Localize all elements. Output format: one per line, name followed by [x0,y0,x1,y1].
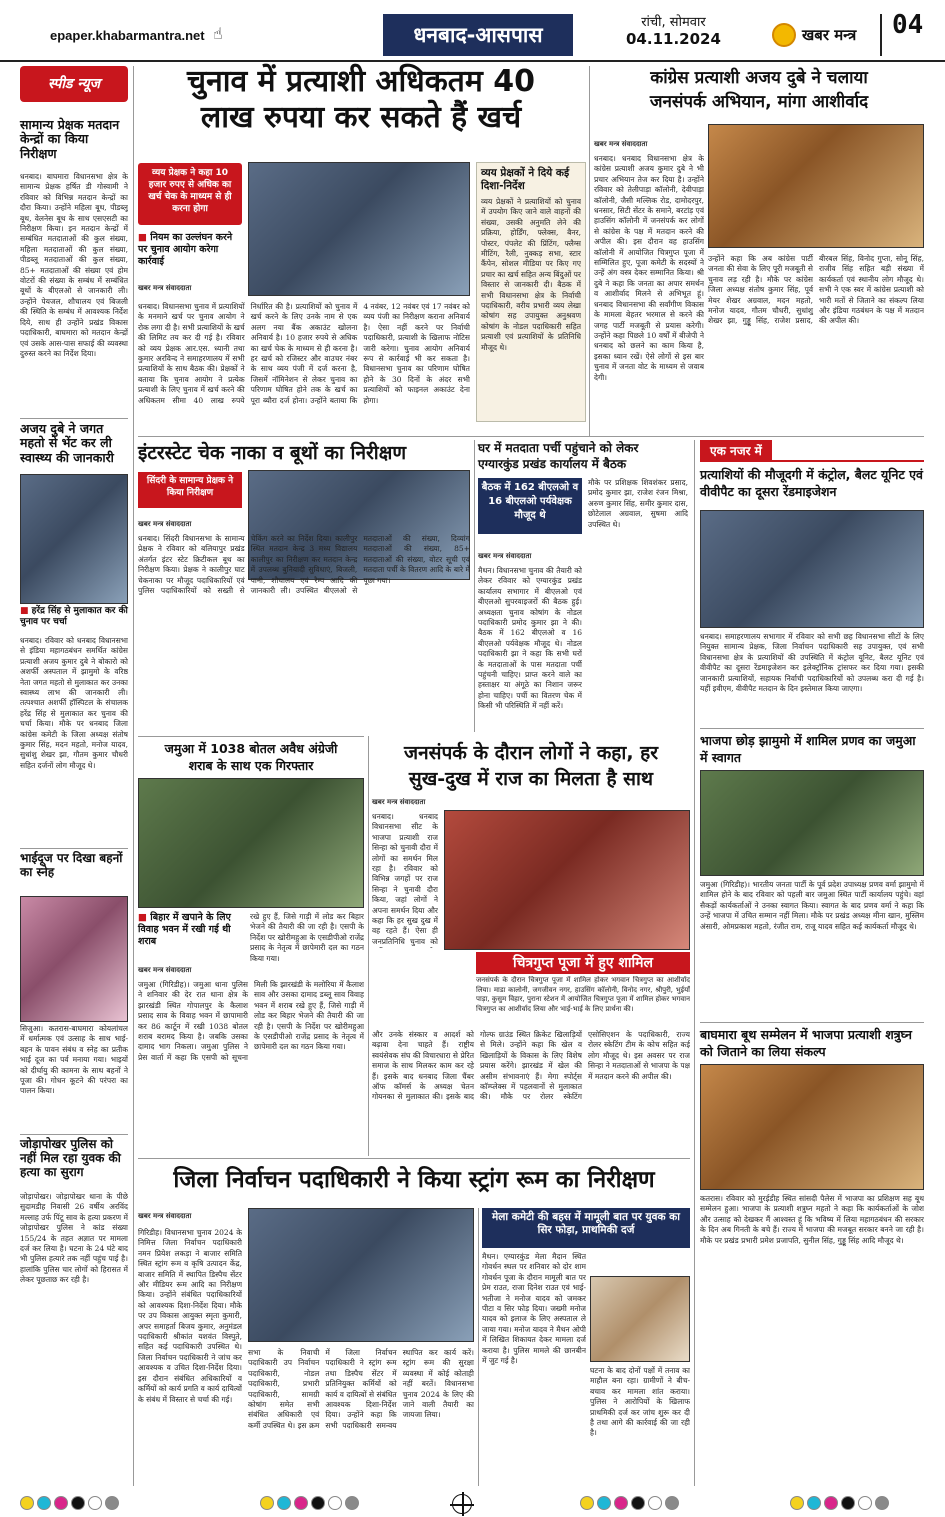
janasampark-headline-line1: जनसंपर्क के दौरान लोगों ने कहा, हर [403,742,659,764]
pointer-icon: ☝ [213,24,223,43]
nazar-item3-headline: बाघमारा बूथ सम्मेलन में भाजपा प्रत्याशी शत्रुघ्न को जिताने का लिया संकल्प [700,1027,912,1059]
speed-news-label [20,66,128,102]
registration-mark-icon [452,1494,472,1514]
color-dots-mid-left [260,1496,362,1510]
brand-logo-icon [772,23,796,47]
dateline-date: 04.11.2024 [626,30,721,48]
ghar-headline-line2: एग्यारकुंड प्रखंड कार्यालय में बैठक [478,457,627,471]
speed-news-3-headline: भाईदूज पर दिखा बहनों का स्नेह [20,851,123,879]
color-dot [88,1496,102,1510]
ghar-headline-line1: घर में मतदाता पर्ची पहुंचाने को लेकर [478,441,639,455]
color-dot [345,1496,359,1510]
liquor-body: जमुआ (गिरिडीह)। जमुआ थाना पुलिस ने शनिवार की देर रात थाना क्षेत्र के झारखंडी स्थित गोपालपुर के कैलाश प्रसाद साव के विवाह भवन में छापामारी कर 86 कार्टून में रखी 1038 बोतल शराब बरामद किया है। जबकि उसका दामाद भाग निकला। जमुआ पुलिस ने प्रेस वार्ता में कहा कि एसपी को सूचना मिली कि झारखंडी के मलोरिया में कैलाश साव और उसका दामाद डब्लू साव विवाह भवन में शराब रखे हुए हैं, जिसे गाड़ी में लोड कर बिहार भेजने की तैयारी की जा रही है। एसपी के निर्देश पर खोरीमहुआ के एसडीपीओ राजेंद्र प्रसाद के नेतृत्व में छापेमारी दल का गठन किया गया। [138,980,364,1062]
liquor-headline-line1: जमुआ में 1038 बोतल अवैध अंग्रेजी [164,741,338,756]
ghar-attendees: मौके पर प्रशिक्षक शिवशंकर प्रसाद, प्रमोद कुमार झा, राजेश रंजन मिश्रा, अरुण कुमार सिंह, समीर कुमार दास, छोटेलाल अग्रवाल, सुषमा आदि उपस्थित थे। [588,478,688,529]
speed-news-4-body: जोड़ापोखर। जोड़ापोखर थाना के पीछे सुदामडीह निवासी 26 वर्षीय अरविंद मल्लाह उर्फ पिंटू साव के हत्या प्रकरण में जोड़ापोखर पुलिस ने कांड संख्या 155/24 के तहत अज्ञात पर मामला दर्ज कर लिया है। घटना के 24 घंटे बाद भी पुलिस हत्यारे तक नहीं पहुंच पाई है। हालांकि पुलिस चार लोगों को हिरासत में लेकर पूछताछ कर रही है। [20,1192,128,1285]
speed-news-1-body: धनबाद। बाघमारा विधानसभा क्षेत्र के सामान्य प्रेक्षक हर्षित डी गोस्वामी ने रविवार को विभिन्न मतदान केन्द्रों का दौरा किया। उन्होंने महिला बूथ, पीडब्लू बूथ, वेलनेस बूथ के साथ एसएसटी का निरीक्षण किया। इन मतदान केन्द्रों में सम्बंधित मतदाताओं की कुल संख्या, महिला मतदाताओं की कुल संख्या, पीडब्लू मतदाताओं की कुल संख्या, 85+ मतदाताओं की संख्या एवं होम वोटरों की संख्या के सम्बंध में सम्बंधित बूथों के बीएलओ से जानकारी ली। उन्होंने पेयजल, शौचालय एवं बिजली की स्थिति के सम्बंध में आवश्यक निर्देश दिये, साथ ही उन्होंने प्रखंड विकास पदाधिकारी, बाघमारा को मतदान केन्द्रों एवं उसके आस-पास सफाई की व्यवस्था दुरुस्त करने का निर्देश दिया। [20,172,128,358]
site-url[interactable]: epaper.khabarmantra.net [50,28,205,43]
color-dots-mid-right [580,1496,682,1510]
masthead [0,0,945,62]
column-rule [589,66,590,436]
color-dot [277,1496,291,1510]
speed-news-2-body: धनबाद। रविवार को धनबाद विधानसभा से इंडिया महागठबंधन समर्थित कांग्रेस प्रत्याशी अजय कुमार दुबे ने बोकारो को अशर्फी अस्पताल में झामुमो के वरिष्ठ नेता जगत महतो से मुलाकात कर उनका स्वास्थ्य लाभ की जानकारी ली। तत्पश्चात अशर्फी हॉस्पिटल के संचालक हरेंद्र सिंह से मुलाकात कर चुनाव की चर्चा किया। मौके पर धनबाद जिला कांग्रेस कमेटी के जिला अध्यक्ष संतोष कुमार सिंह, मदन महतो, मनोज यादव, सुधांशु शेखर झा, गौतम कुमार चौधरी सहित दर्जनों लोग मौजूद थे। [20,636,128,770]
color-dot [260,1496,274,1510]
nazar-item1-headline: प्रत्याशियों की मौजूदगी में कंट्रोल, बैलट यूनिट एवं वीवीपैट का दूसरा रेंडमाइजेशन [700,467,923,499]
lead-headline-line2: लाख रुपया कर सकते हैं खर्च [200,100,522,135]
nazar-item2-headline: भाजपा छोड़ झामुमो में शामिल प्रणव का जमुआ में स्वागत [700,733,916,765]
color-dot [37,1496,51,1510]
color-dot [875,1496,889,1510]
nazar-item1-photo [700,510,924,628]
brand [772,14,882,56]
color-dot [631,1496,645,1510]
divider [138,1158,690,1159]
mela-headline: मेला कमेटी की बहस में मामूली बात पर युवक का सिर फोड़ा, प्राथमिकी दर्ज [482,1208,690,1248]
color-dot [311,1496,325,1510]
congress-headline-line2: जनसंपर्क अभियान, मांगा आशीर्वाद [649,92,869,112]
section-title: धनबाद-आसपास [383,14,573,56]
dm-headline: जिला निर्वाचन पदाधिकारी ने किया स्ट्रांग रूम का निरीक्षण [173,1167,655,1193]
nazar-item2-photo [700,770,924,876]
mela-body-cont: घटना के बाद दोनों पक्षों में तनाव का माहौल बना रहा। ग्रामीणों ने बीच-बचाव कर मामला शांत कराया। पुलिस ने आरोपियों के खिलाफ प्राथमिकी दर्ज कर जांच शुरू कर दी है तथा आगे की कार्रवाई की जा रही है। [590,1366,690,1438]
lead-sidebar-title: व्यय प्रेक्षकों ने दिये कई दिशा-निर्देश [481,167,570,192]
divider [20,418,128,419]
liquor-body-cont: रखे हुए हैं, जिसे गाड़ी में लोड कर बिहार भेजने की तैयारी की जा रही है। एसपी के निर्देश पर खोरीमहुआ के एसडीपीओ राजेंद्र प्रसाद के नेतृत्व में छापेमारी दल का गठन किया गया। [250,912,364,963]
nazar-item3-photo [700,1064,924,1190]
congress-headline [594,66,924,114]
chitragupt-caption-title: चित्रगुप्त पूजा में हुए शामिल [512,955,654,971]
divider [20,1134,128,1135]
column-rule [133,66,134,1486]
lead-bullet [138,232,242,268]
speed-news-3-body: सिजुआ। कतरास-बाघमारा कोयलांचल में धर्मात्मक एवं उत्साह के साथ भाई-बहन के पावन संबंध व स्नेह का प्रतीक भाई दूज का पर्व मनाया गया। भाइयों को दीर्घायु की कामना के साथ बहनों ने पूजा की। गोधन कूटने की परंपरा का पालन किया। [20,1024,128,1096]
page-number: 04 [892,10,924,40]
mela-body: मैथन। एग्यारकुंड मेला मैदान स्थित गोवर्धन स्थल पर शनिवार को दोर शाम गोवर्धन पूजा के दौरान मामूली बात पर प्रेम राउत, राजा दिनेश राउत एवं भाई-भतीजा ने मनोज यादव को जमकर पीटा व सिर फोड़ दिया। जख्मी मनोज यादव को इलाज के लिए अस्पताल ले जाया गया। मनोज यादव ने मैथन ओपी में लिखित शिकायत देकर मामला दर्ज कराया है। पुलिस मामले की छानबीन में जुट गई है। [482,1252,586,1366]
janasampark-body: धनबाद। धनबाद विधानसभा सीट के भाजपा प्रत्याशी राज सिन्हा को चुनावी दौरा में लोगों का समर्थन मिल रहा है। रविवार को विभिन्न जगहों पर राज सिन्हा ने चुनावी दौरा किया, जहां लोगों ने अपना समर्थन दिया और कहा कि हर सुख दुख में वह रहते हैं। ऐसा ही जनप्रतिनिधि चुनाव को [372,812,438,946]
lead-bullet-text: नियम का उल्लंघन करने पर चुनाव आयोग करेगा कार्रवाई [138,232,233,267]
nazar-label: एक नजर में [700,440,772,462]
liquor-bullet [138,912,246,948]
liquor-byline: खबर मन्त्र संवाददाता [138,966,192,974]
nazar-item1-body: धनबाद। समाहरणालय सभागार में रविवार को सभी छह विधानसभा सीटों के लिए नियुक्त सामान्य प्रेक्षक, जिला निर्वाचन पदाधिकारी सह उपायुक्त, एवं सभी विधानसभा क्षेत्र के प्रत्याशियों की उपस्थिति में कंट्रोल यूनिट, बैलट यूनिट एवं वीवीपैट का दूसरा रेंडमाइजेशन कर इलेक्ट्रॉनिक ट्रांसफर कर दिया गया। इसकी जानकारी प्रत्याशियों, सहायक निर्वाची पदाधिकारियों को उपलब्ध करा दी गई है। यहीं इवीएम, वीवीपैट मतदान के दिन इस्तेमाल किया जाएगा। [700,632,924,694]
interstate-headline: इंटरस्टेट चेक नाका व बूथों का निरीक्षण [138,442,407,464]
janasampark-body-cont: और उनके संस्कार व आदर्श को बढ़ावा देना चाहते हैं। राष्ट्रीय स्वयंसेवक संघ की विचारधारा से प्रेरित समाज के साथ मिलकर काम कर रहे हैं। इसके बाद धनबाद जिला चैंबर ऑफ कॉमर्स के अध्यक्ष चेतन गोयनका से मुलाकात की। इसके बाद गोल्फ ग्राउंड स्थित क्रिकेट खिलाड़ियों से मिले। उन्होंने कहा कि खेल व खिलाड़ियों के विकास के लिए विशेष प्रयास करेंगे। झारखंड में खेल की असीम संभावनाएं हैं। मेगा स्पोर्ट्स कॉम्प्लेक्स में पहलवानों से मुलाकात की। मौके पर रोलर स्केटिंग एसोसिएशन के पदाधिकारी, राज्य रोलर स्केटिंग टीम के कोच सहित कई लोग मौजूद थे। इस अवसर पर राज सिन्हा ने मतदाताओं से भाजपा के पक्ष में मतदान करने की अपील की। [372,1030,690,1102]
ghar-box: बैठक में 162 बीएलओ व 16 बीएलओ पर्यवेक्षक मौजूद थे [478,478,582,534]
divider [700,728,924,729]
color-dot [580,1496,594,1510]
lead-headline [138,64,584,136]
lead-sidebar-text: व्यय प्रेक्षकों ने प्रत्याशियों को चुनाव में उपयोग किए जाने वाले वाहनों की संख्या, उसकी अनुमति लेने की प्रक्रिया, होर्डिंग, फ्लेक्स, बैनर, पोस्टर, पंपलेट की प्रिंटिंग, फ्लैग्स मीटिंग, रैली, नुक्कड़ सभा, स्टार कैंपेन, सोशल मीडिया पर किए गए प्रचार का खर्च सहित अन्य बिंदुओं पर विस्तार से जानकारी दी। बैठक में सभी विधानसभा क्षेत्र के निर्वाची पदाधिकारी, वरीय प्रभारी व्यय लेखा कोषांग सह उपायुक्त अनुश्रवण कोषांग के नोडल पदाधिकारी सहित प्रत्याशी एवं प्रत्याशियों के प्रतिनिधि मौजूद थे। [481,197,581,352]
lead-byline: खबर मन्त्र संवाददाता [138,284,192,292]
color-dot [328,1496,342,1510]
color-dot [807,1496,821,1510]
color-dot [665,1496,679,1510]
color-dot [648,1496,662,1510]
liquor-photo [138,778,364,908]
congress-body: धनबाद। धनबाद विधानसभा क्षेत्र के कांग्रेस प्रत्याशी अजय कुमार दुबे ने भी प्रचार अभियान तेज कर दिया है। उन्होंने रविवार को तेलीपाड़ा कॉलोनी, देवीपाड़ा कॉलोनी, जैसी मल्लिक रोड, दामोदरपुर, धनसार, सिटी सेंटर के समाने, बरटांड़ एवं हाउसिंग कॉलोनी में जनसंपर्क कर लोगों से कांग्रेस के पक्ष में मतदान करने की अपील की। इस दौरान वह हाउसिंग कॉलोनी में आयोजित चित्रगुप्त पूजा में सम्मिलित हुए, पूजा कमेटी के सदस्यों ने उन्हें अंग वस्त्र देकर सम्मानित किया। श्री दुबे ने कहा कि जनता का अपार समर्थन व आशीर्वाद मिलने से अभिभूत हूं। धनबाद विधानसभा की सर्वांगीण विकास के मामला बेहतर भरमाल से करने की जगह पार्टी मजबूती से प्रयास करेगी। उन्होंने कहा पिछले 10 वर्षों में बीजेपी ने धनबाद को छलने का काम किया है, इसका ध्यान रखें। ऐसे लोगों से इस बार चुनाव में जनता वोट के माध्यम से जवाब देगी। [594,154,704,382]
lead-red-box: व्यय प्रेक्षक ने कहा 10 हजार रुपए से अधिक का खर्च चेक के माध्यम से ही करना होगा [138,163,242,225]
lead-headline-line1: चुनाव में प्रत्याशी अधिकतम 40 [187,64,535,99]
chitragupt-caption-box [476,952,690,974]
interstate-red-box: सिंदरी के सामान्य प्रेक्षक ने किया निरीक्षण [138,472,242,508]
nazar-item2-body: जमुआ (गिरिडीह)। भारतीय जनता पार्टी के पूर्व प्रदेश उपाध्यक्ष प्रणव वर्मा झामुमो में शामिल होने के बाद रविवार को पहली बार जमुआ स्थित पार्टी कार्यालय पहुंचे। वहां सैकड़ों कार्यकर्ताओं ने उनका स्वागत किया। स्वागत के बाद प्रणव वर्मा ने कहा कि उन्हें भाजपा में उचित सम्मान नहीं मिला। मौके पर प्रखंड अध्यक्ष मीना खान, मुस्लिम अंसारी, ओमप्रकाश महतो, रंजीत राम, राजू यादव सहित कई कार्यकर्ता मौजूद थे। [700,880,924,931]
janasampark-headline [372,740,690,792]
color-dots-right [790,1496,892,1510]
liquor-headline-line2: शराब के साथ एक गिरफ्तार [188,758,314,773]
ghar-headline [478,440,686,472]
divider [700,1022,924,1023]
chitragupt-photo [444,810,690,950]
chitragupt-caption-text: जनसंपर्क के दौरान चित्रगुप्त पूजा में शामिल होकर भगवान चित्रगुप्त का आशीर्वाद लिया। माडा कालोनी, जगजीवन नगर, हाउसिंग कॉलोनी, विनोद नगर, श्रीपुरी, भुईयाँ पाड़ा, कुसुम विहार, पुराना स्टेशन में आयोजित चित्रगुप्त पूजा में शामिल होकर भगवान चित्रगुप्त का आशीर्वाद लिया और भाई-भाई के लिए प्रार्थना की। [476,976,690,1013]
speed-news-2-headline: अजय दुबे ने जगत महतो से भेंट कर ली स्वास्थ्य की जानकारी [20,421,114,465]
interstate-body: धनबाद। सिंदरी विधानसभा के सामान्य प्रेक्षक ने रविवार को बलियापुर प्रखंड अंतर्गत इंटर स्टेट क्रिटीकल बूथ का निरीक्षण किया। प्रेक्षक ने कालीपुर घाट चेकनाका पर मौजूद पदाधिकारियों एवं पुलिस पदाधिकारियों को सख्ती से चेकिंग करने का निर्देश दिया। कालीपुर स्थित मतदान केन्द्र 3 मध्य विद्यालय कालीपुर का निरीक्षण कर मतदान केन्द्र में उपलब्ध बुनियादी सुविधाएं, बिजली, पानी, शौचालय एवं रैम्प आदि की जानकारी ली। उपस्थित बीएलओ से मतदाताओं की संख्या, दिव्यांग मतदाताओं की संख्या, 85+ मतदाताओं की संख्या, वोटर सूची एवं मतदाता पर्ची के वितरण आदि के बारे में पूछा गया। [138,534,470,596]
liquor-bullet-text: बिहार में खपाने के लिए विवाह भवन में रखी गई थी शराब [138,912,231,947]
color-dot [597,1496,611,1510]
dm-body-cont: सभा के निवाची पदाधिकारी उप निर्वाचन पदाधिकारी, नोडल पदाधिकारी, प्रभारी पदाधिकारी, सामग्री कोषांग समेत सभी संबंधित अधिकारी एवं कर्मी उपस्थित थे। इस क्रम में जिला निर्वाचन पदाधिकारी ने स्ट्रांग रूम तथा डिस्पैच सेंटर में प्रतिनियुक्त कर्मियों को कार्य व दायित्वों से संबंधित आवश्यक दिशा-निर्देश दिया। उन्होंने कहा कि सभी पदाधिकारी समन्वय स्थापित कर कार्य करें। स्ट्रांग रूम की सुरक्षा व्यवस्था में कोई कोताही नहीं बरतें। विधानसभा चुनाव 2024 के लिए की जाने वाली तैयारी का जायजा लिया। [248,1348,474,1430]
column-rule [694,440,695,1486]
bhai-dooj-photo [20,896,128,1022]
congress-headline-line1: कांग्रेस प्रत्याशी अजय दुबे ने चलाया [650,68,868,88]
hospital-photo [20,474,128,604]
janasampark-headline-line2: सुख-दुख में राज का मिलता है साथ [408,768,654,790]
interstate-byline: खबर मन्त्र संवाददाता [138,520,192,528]
ghar-byline: खबर मन्त्र संवाददाता [478,552,532,560]
speed-news-text: स्पीड न्यूज [47,76,101,92]
color-dot [841,1496,855,1510]
lead-body: धनबाद। विधानसभा चुनाव में प्रत्याशियों के मनमाने खर्च पर चुनाव आयोग ने रोक लगा दी है। सभी प्रत्याशियों के खर्च की लिमिट तय कर दी गई है। रविवार को व्यय प्रेक्षक आर.एस. ध्यानी तथा कुमार अरविन्द ने समाहरणालय में सभी प्रत्याशियों के साथ बैठक की। प्रेक्षकों ने बताया कि चुनाव आयोग ने प्रत्येक प्रत्याशी के लिए चुनाव में खर्च करने की अधिकतम सीमा 40 लाख रुपये निर्धारित की है। प्रत्याशियों को चुनाव में खर्च करने के लिए उनके नाम से एक अलग नया बैंक अकाउंट खोलना अनिवार्य है। 10 हजार रुपये से अधिक का खर्च चेक के माध्यम से ही करना है। हर खर्च को रजिस्टर और वाउचर नंबर के साथ व्यय पंजी में दर्ज करना है, जिसमें नॉमिनेशन से लेकर चुनाव का परिणाम घोषित होने तक के खर्च का पूरा ब्यौरा दर्ज होना। उन्होंने बताया कि 4 नवंबर, 12 नवंबर एवं 17 नवंबर को व्यय पंजी का निरीक्षण कराना अनिवार्य है। ऐसा नहीं करने पर निर्वाची पदाधिकारी, प्रत्याशी के खिलाफ नोटिस जारी करेगा। चुनाव आयोग अनिवार्य रूप से कार्रवाई भी कर सकता है। विधानसभा चुनाव का परिणाम घोषित होने के 30 दिनों के अंदर सभी प्रत्याशियों को फाइनल अकाउंट देना होगा। [138,302,470,405]
congress-photo [708,124,924,248]
speed-news-4-headline: जोड़ापोखर पुलिस को नहीं मिल रहा युवक की हत्या का सुराग [20,1137,121,1179]
dm-photo [248,1208,474,1342]
ghar-body: मैथन। विधानसभा चुनाव की तैयारी को लेकर रविवार को एग्यारकुंड प्रखंड कार्यालय सभागार में बीएलओ एवं बीएलओ सुपरवाइजरों की बैठक हुई। अध्यक्षता चुनाव कोषांग के नोडल पदाधिकारी प्रमोद कुमार झा ने की। बैठक में 162 बीएलओ व 16 बीएलओ पर्यवेक्षक मौजूद थे। नोडल पदाधिकारी झा ने कहा कि सभी घरों के मतदाताओं के पास मतदाता पर्ची पहुंचनी चाहिए। प्राप्त करने वाले का हस्ताक्षर या अंगूठे का निशान जरूर होना चाहिए। पर्ची का वितरण चेक में किसी भी परिस्थिति में नहीं करें। [478,566,582,711]
color-dot [824,1496,838,1510]
divider [138,436,924,437]
color-dot [20,1496,34,1510]
caption-text: हरेंद्र सिंह से मुलाकात कर की चुनाव पर चर्चा [20,606,128,627]
divider [20,848,128,849]
lead-photo [248,162,470,296]
speed-news-2-caption [20,606,128,628]
divider [138,736,364,737]
color-dot [54,1496,68,1510]
mela-injured-photo [590,1276,690,1362]
color-dot [614,1496,628,1510]
dateline [626,14,721,48]
congress-body-cont: उन्होंने कहा कि अब कांग्रेस पार्टी जनता की सेवा के लिए पूरी मजबूती से चुनाव लड़ रही है। मौके पर कांग्रेस जिला अध्यक्ष संतोष कुमार सिंह, पूर्व मेयर शेखर अग्रवाल, मदन महतो, मनोज यादव, गौतम चौधरी, सुधांशु शेखर झा, गुड्डू सिंह, राजेश प्रसाद, बीरबल सिंह, विनोद गुप्ता, सोनू सिंह, राजीव सिंह सहित बड़ी संख्या में कार्यकर्ता एवं स्थानीय लोग मौजूद थे। सभी ने एक स्वर में कांग्रेस प्रत्याशी को भारी मतों से जिताने का संकल्प लिया और इंडिया गठबंधन के पक्ष में मतदान की अपील की। [708,254,924,326]
janasampark-byline: खबर मन्त्र संवाददाता [372,798,426,806]
color-dot [105,1496,119,1510]
congress-byline: खबर मन्त्र संवाददाता [594,140,648,148]
color-dot [858,1496,872,1510]
dm-byline: खबर मन्त्र संवाददाता [138,1212,192,1220]
color-dot [790,1496,804,1510]
color-dot [294,1496,308,1510]
nazar-item3-body: कतरास। रविवार को मुरईडीह स्थित सांसदी पैलेस में भाजपा का प्रशिक्षण सह बूथ सम्मेलन हुआ। भाजपा के प्रत्याशी शत्रुघ्न महतो ने कहा कि कार्यकर्ताओं के जोश और उत्साह को देखकर मैं आश्वस्त हूं कि भविष्य में लिया महागठबंधन की सरकार के दिन अब गिनती के बचे हैं। राज्य में भाजपा की मजबूत सरकार बनने जा रही है। मौके पर प्रखंड प्रभारी प्रमेश प्रजापति, सुनील सिंह, गुड्डू सिंह आदि मौजूद थे। [700,1194,924,1245]
column-rule [474,440,475,732]
dateline-city: रांची, सोमवार [641,15,706,30]
dm-body: गिरिडीह। विधानसभा चुनाव 2024 के निमित्त जिला निर्वाचन पदाधिकारी नमन प्रियेश लकड़ा ने बाजार समिति स्थित स्ट्रांग रूम व कृषि उत्पादन केंद्र, बाजार समिति में स्थापित डिस्पैच सेंटर और मीडियर रूम आदि का निरीक्षण किया। उन्होंने संबंधित पदाधिकारियों को आवश्यक दिशा-निर्देश दिया। मौके पर उप विकास आयुक्त स्मृता कुमारी, अपर समाहर्ता बिजय कुमार, अनुमंडल पदाधिकारी श्रीकांत यशवंत विस्पुते, सहित कई पदाधिकारी उपस्थित थे। जिला निर्वाचन पदाधिकारी ने जांच कर आवश्यक व उचित दिशा-निर्देश दिया। इस दौरान संबंधित अधिकारियों व कर्मियों को कार्य प्रगति व कार्य दायित्वों के संबंध में विस्तार से चर्चा की गई। [138,1228,242,1404]
speed-news-1-headline: सामान्य प्रेक्षक मतदान केन्द्रों का किया निरीक्षण [20,117,120,161]
lead-sidebar [476,162,586,422]
liquor-headline [138,740,364,774]
color-dot [71,1496,85,1510]
nazar-label-bar [700,440,924,462]
column-rule [478,1208,479,1486]
brand-name: खबर मन्त्र [802,26,857,44]
column-rule [368,736,369,1156]
color-dots-left [20,1496,122,1510]
